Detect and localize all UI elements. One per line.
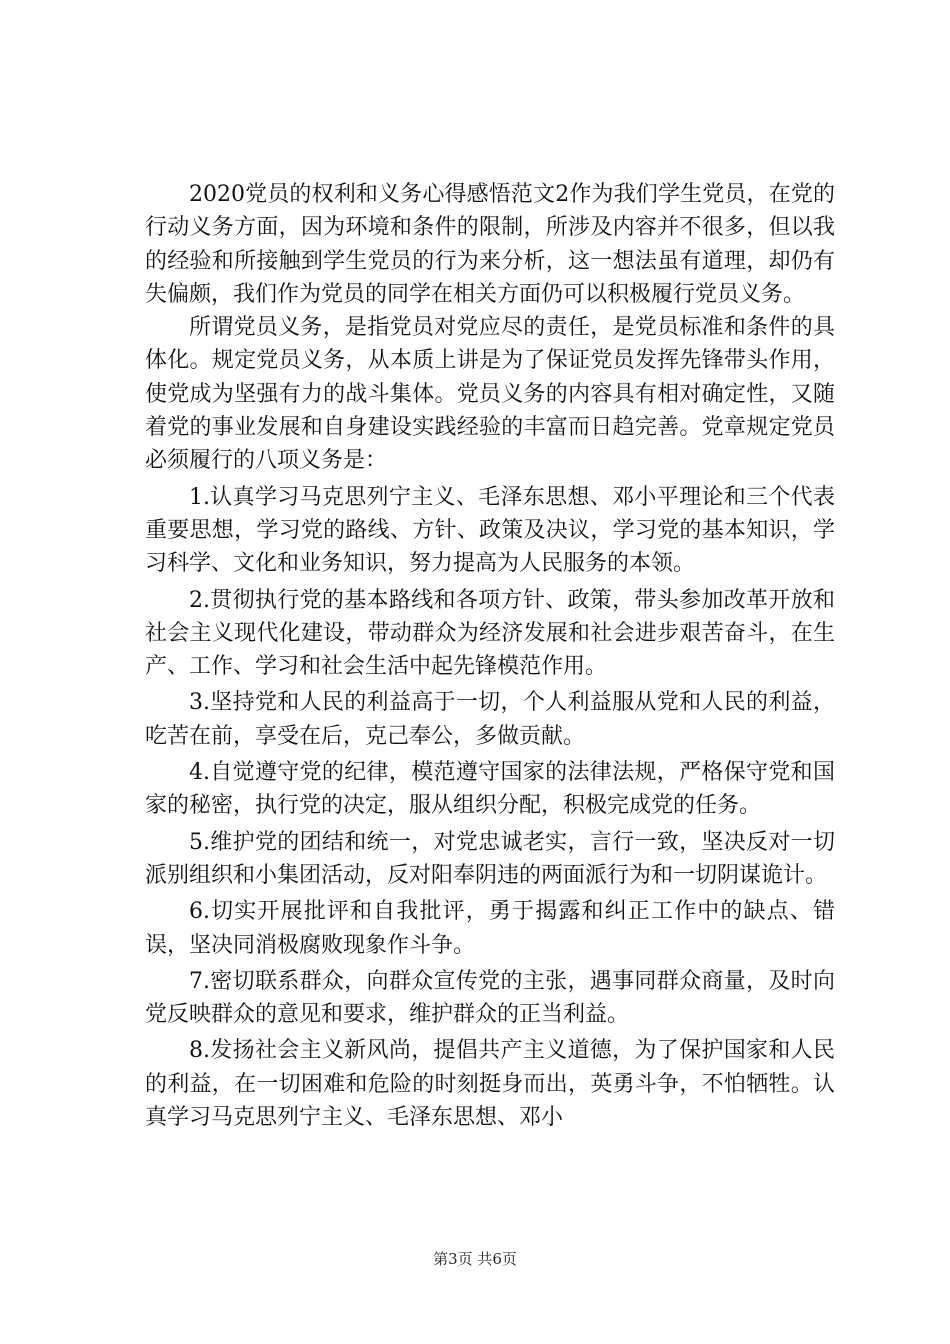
duty-item-4: 4.自觉遵守党的纪律，模范遵守国家的法律法规，严格保守党和国家的秘密，执行党的决定，服从组织分配，积极完成党的任务。 — [145, 760, 835, 819]
definition-paragraph: 所谓党员义务，是指党员对党应尽的责任，是党员标准和条件的具体化。规定党员义务，从本质上讲是为了保证党员发挥先锋带头作用，使党成为坚强有力的战斗集体。党员义务的内容具有相对确定性，又随着党的事业发展和自身建设实践经验的丰富而日趋完善。党章规定党员必须履行的八项义务是： — [145, 315, 835, 474]
intro-paragraph: 2020党员的权利和义务心得感悟范文2作为我们学生党员，在党的行动义务方面，因为环境和条件的限制，所涉及内容并不很多，但以我的经验和所接触到学生党员的行为来分析，这一想法虽有道理，却仍有失偏颇，我们作为党员的同学在相关方面仍可以积极履行党员义务。 — [145, 182, 835, 307]
duty-item-6: 6.切实开展批评和自我批评，勇于揭露和纠正工作中的缺点、错误，坚决同消极腐败现象作斗争。 — [145, 899, 835, 958]
duty-item-2: 2.贯彻执行党的基本路线和各项方针、政策，带头参加改革开放和社会主义现代化建设，带动群众为经济发展和社会进步艰苦奋斗，在生产、工作、学习和社会生活中起先锋模范作用。 — [145, 587, 835, 680]
page-footer: 第3页 共6页 — [433, 1250, 517, 1268]
duty-item-8: 8.发扬社会主义新风尚，提倡共产主义道德，为了保护国家和人民的利益，在一切困难和危险的时刻挺身而出，英勇斗争，不怕牺牲。认真学习马克思列宁主义、毛泽东思想、邓小 — [145, 1038, 835, 1131]
duty-item-5: 5.维护党的团结和统一，对党忠诚老实，言行一致，坚决反对一切派别组织和小集团活动，反对阳奉阴违的两面派行为和一切阴谋诡计。 — [145, 829, 835, 888]
duty-item-7: 7.密切联系群众，向群众宣传党的主张，遇事同群众商量，及时向党反映群众的意见和要求，维护群众的正当利益。 — [145, 968, 835, 1028]
document-body — [145, 178, 835, 1134]
duty-item-1: 1.认真学习马克思列宁主义、毛泽东思想、邓小平理论和三个代表重要思想，学习党的路线、方针、政策及决议，学习党的基本知识，学习科学、文化和业务知识，努力提高为人民服务的本领。 — [145, 484, 835, 577]
duty-item-3: 3.坚持党和人民的利益高于一切，个人利益服从党和人民的利益，吃苦在前，享受在后，克己奉公，多做贡献。 — [145, 690, 835, 749]
